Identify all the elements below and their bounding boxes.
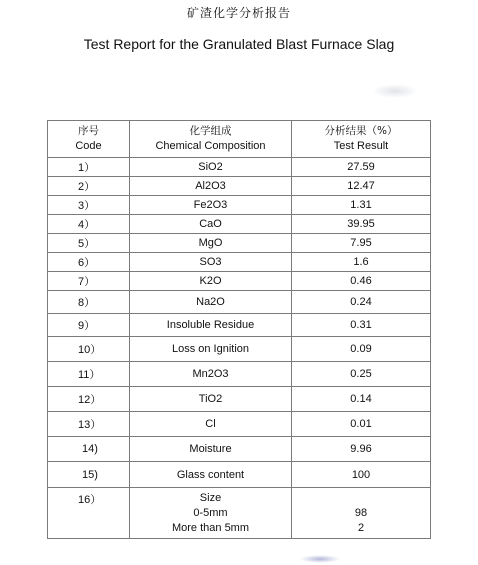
header-composition [130,121,292,158]
header-code-cn: 序号 [78,125,99,137]
row-composition: Al2O3 [130,177,292,196]
row-composition [130,488,292,539]
header-code-en: Code [75,140,102,152]
row-composition: Mn2O3 [130,362,292,387]
row-code: 12） [48,387,130,412]
size-result: 98 [354,506,368,519]
row-result: 39.95 [292,215,431,234]
row-code: 3） [48,196,130,215]
table-row [48,291,431,314]
table-row [48,234,431,253]
row-code: 13） [48,412,130,437]
row-code: 11） [48,362,130,387]
header-composition-cn: 化学组成 [189,125,232,137]
table-row [48,387,431,412]
row-result: 12.47 [292,177,431,196]
table-row [48,314,431,337]
row-composition: Cl [130,412,292,437]
row-result: 100 [292,462,431,488]
table-row [48,462,431,488]
row-code: 1） [48,158,130,177]
size-fraction-label: More than 5mm [171,521,250,534]
row-composition: Na2O [130,291,292,314]
scan-smudge [300,555,340,563]
row-composition: K2O [130,272,292,291]
row-composition: Moisture [130,437,292,462]
size-result: 2 [357,521,365,534]
row-composition: CaO [130,215,292,234]
row-code: 10） [48,337,130,362]
row-result: 27.59 [292,158,431,177]
row-composition: SO3 [130,253,292,272]
size-fraction-label: 0-5mm [193,506,228,519]
table-header-row [48,121,431,158]
row-composition: Fe2O3 [130,196,292,215]
row-result: 7.95 [292,234,431,253]
row-result: 0.31 [292,314,431,337]
row-result [292,488,431,539]
row-result: 0.24 [292,291,431,314]
row-code: 14) [48,437,130,462]
table-row [48,253,431,272]
slag-analysis-table [47,120,431,539]
table-row-size [48,488,431,539]
row-composition: MgO [130,234,292,253]
table-row [48,158,431,177]
row-code: 15) [48,462,130,488]
size-result [292,491,430,506]
header-result [292,121,431,158]
table-row [48,215,431,234]
table-row [48,272,431,291]
row-result: 0.14 [292,387,431,412]
table-row [48,337,431,362]
row-code: 7） [48,272,130,291]
row-code: 16） [48,488,130,539]
row-result: 0.25 [292,362,431,387]
row-result: 0.09 [292,337,431,362]
row-composition: Glass content [130,462,292,488]
table-row [48,196,431,215]
table-row [48,412,431,437]
report-title-chinese: 矿渣化学分析报告 [186,6,291,20]
header-result-en: Test Result [333,140,389,152]
row-result: 0.46 [292,272,431,291]
table-row [48,362,431,387]
row-code: 6） [48,253,130,272]
row-result: 1.6 [292,253,431,272]
header-code [48,121,130,158]
row-code: 5） [48,234,130,253]
header-result-cn: 分析结果（%） [324,125,398,137]
row-code: 8） [48,291,130,314]
row-composition: Loss on Ignition [130,337,292,362]
row-result: 1.31 [292,196,431,215]
scan-smudge [372,84,418,98]
row-result: 0.01 [292,412,431,437]
table-row [48,177,431,196]
row-composition: TiO2 [130,387,292,412]
row-composition: SiO2 [130,158,292,177]
row-code: 9） [48,314,130,337]
report-title-english: Test Report for the Granulated Blast Furnace Slag [83,36,395,52]
row-result: 9.96 [292,437,431,462]
size-label: Size [199,491,222,504]
table-row [48,437,431,462]
row-code: 2） [48,177,130,196]
row-composition: Insoluble Residue [130,314,292,337]
row-code: 4） [48,215,130,234]
header-composition-en: Chemical Composition [155,140,266,152]
